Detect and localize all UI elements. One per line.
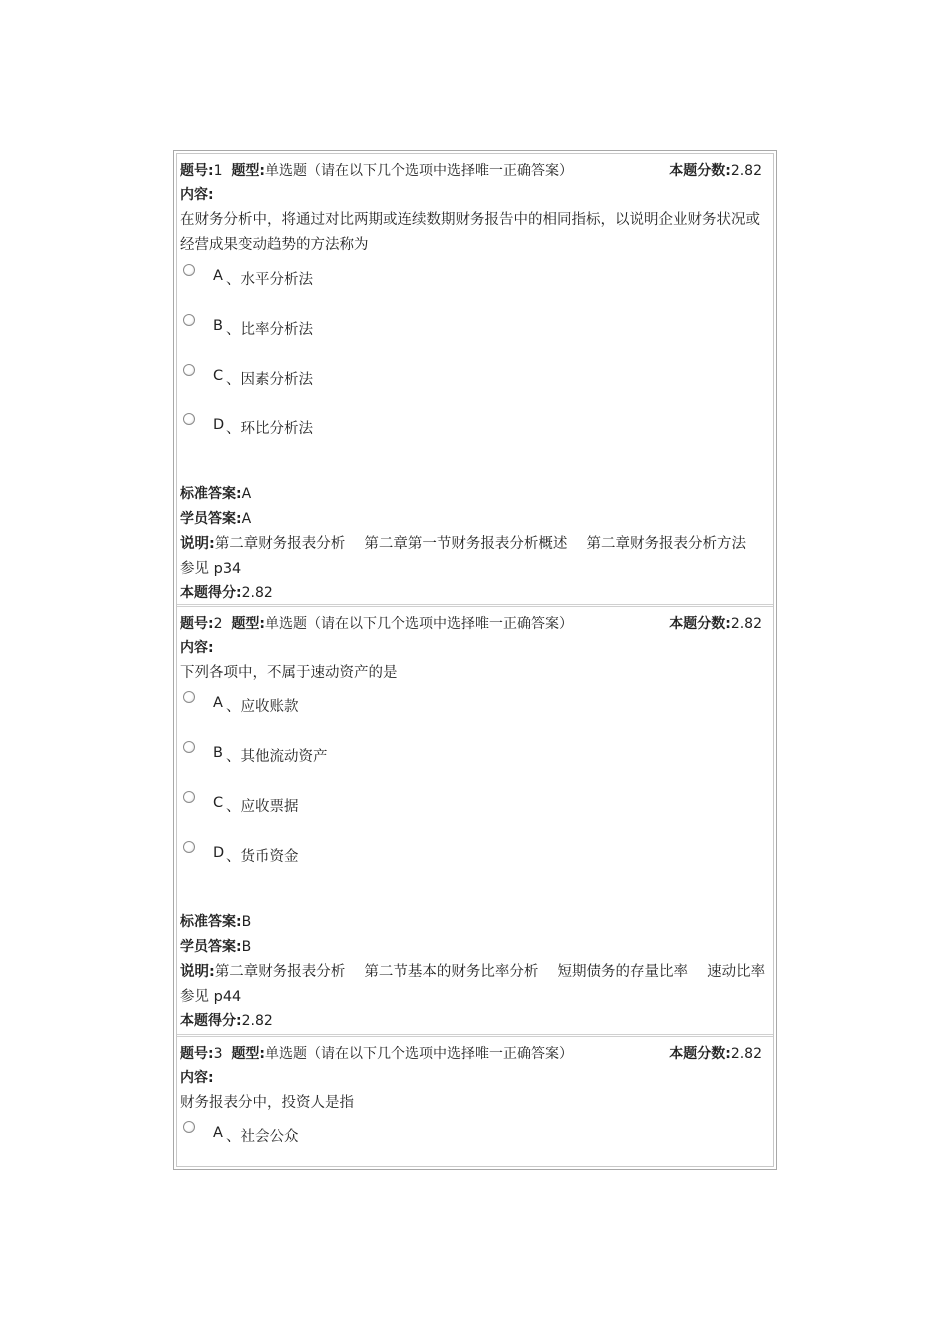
question-no-label: 题号: [180,1046,214,1062]
radio-button-c[interactable] [183,364,195,376]
question-no: 3 [213,1046,223,1062]
option-a[interactable] [180,691,760,721]
question-score [669,160,762,182]
question-type-label: 题型: [231,163,266,179]
option-text: 、应收账款 [226,699,299,715]
radio-button-a[interactable] [183,691,195,703]
content-label: 内容: [180,1070,214,1086]
explanation [180,960,785,1010]
option-text: 、应收票据 [226,799,299,815]
question-content: 下列各项中，不属于速动资产的是 [180,665,398,681]
standard-answer [180,910,251,934]
question-type-label: 题型: [231,1046,266,1062]
explanation-page: p44 [213,989,242,1005]
option-letter: B [213,318,223,334]
question-2 [177,607,785,1037]
radio-button-d[interactable] [183,413,195,425]
explanation-text: 第二章财务报表分析 第二章第一节财务报表分析概述 第二章财务报表分析方法 参见 [180,536,766,577]
radio-button-a[interactable] [183,1121,195,1133]
option-text: 、社会公众 [226,1129,299,1145]
exam-panel-inner [176,153,785,1167]
score-obtained-value: 2.82 [241,1013,273,1029]
explanation-label: 说明: [180,964,215,980]
question-3 [177,1037,773,1168]
question-no: 2 [213,616,223,632]
question-type: 单选题（请在以下几个选项中选择唯一正确答案） [265,1046,574,1062]
student-answer [180,935,251,959]
score-obtained-label: 本题得分: [180,585,242,601]
question-no-label: 题号: [180,616,214,632]
option-a[interactable] [180,1121,760,1151]
student-answer-label: 学员答案: [180,511,242,527]
question-content: 在财务分析中，将通过对比两期或连续数期财务报告中的相同指标，以说明企业财务状况或经营成果变动趋势的方法称为 [180,212,760,253]
option-letter: A [213,1125,223,1141]
option-d[interactable] [180,413,760,443]
question-header [180,613,767,635]
content-label: 内容: [180,640,214,656]
student-answer-value: B [241,939,252,955]
option-a[interactable] [180,264,760,294]
radio-button-b[interactable] [183,314,195,326]
question-score [669,1043,762,1065]
radio-button-b[interactable] [183,741,195,753]
option-letter: D [213,417,225,433]
explanation [180,532,769,582]
option-letter: C [213,795,224,811]
option-text: 、比率分析法 [226,322,313,338]
score-obtained-label: 本题得分: [180,1013,242,1029]
content-label: 内容: [180,187,214,203]
score-label: 本题分数: [669,1046,731,1062]
option-text: 、因素分析法 [226,372,313,388]
score-value: 2.82 [730,616,762,632]
question-type: 单选题（请在以下几个选项中选择唯一正确答案） [265,616,574,632]
question-no: 1 [213,163,223,179]
standard-answer [180,482,251,506]
student-answer [180,507,251,531]
score-obtained [180,581,273,605]
standard-answer-value: B [241,914,252,930]
question-1 [177,154,773,607]
explanation-label: 说明: [180,536,215,552]
standard-answer-label: 标准答案: [180,486,242,502]
score-label: 本题分数: [669,616,731,632]
option-letter: A [213,268,223,284]
exam-panel [173,150,785,1170]
student-answer-label: 学员答案: [180,939,242,955]
question-type-label: 题型: [231,616,266,632]
option-b[interactable] [180,741,760,771]
question-score [669,613,762,635]
question-content: 财务报表分中，投资人是指 [180,1095,354,1111]
question-header [180,1043,767,1065]
option-b[interactable] [180,314,760,344]
option-letter: D [213,845,225,861]
option-letter: A [213,695,223,711]
question-no-label: 题号: [180,163,214,179]
question-header [180,160,767,182]
option-c[interactable] [180,791,760,821]
question-type: 单选题（请在以下几个选项中选择唯一正确答案） [265,163,574,179]
score-value: 2.82 [730,163,762,179]
student-answer-value: A [241,511,252,527]
option-letter: C [213,368,224,384]
score-obtained [180,1009,273,1033]
standard-answer-value: A [241,486,252,502]
explanation-page: p34 [213,561,242,577]
score-value: 2.82 [730,1046,762,1062]
radio-button-c[interactable] [183,791,195,803]
option-text: 、水平分析法 [226,272,313,288]
radio-button-d[interactable] [183,841,195,853]
option-letter: B [213,745,223,761]
option-text: 、货币资金 [226,849,299,865]
standard-answer-label: 标准答案: [180,914,242,930]
option-d[interactable] [180,841,760,871]
score-obtained-value: 2.82 [241,585,273,601]
explanation-text: 第二章财务报表分析 第二节基本的财务比率分析 短期债务的存量比率 速动比率 参见 [180,964,785,1005]
option-text: 、其他流动资产 [226,749,328,765]
radio-button-a[interactable] [183,264,195,276]
option-text: 、环比分析法 [226,421,313,437]
score-label: 本题分数: [669,163,731,179]
option-c[interactable] [180,364,760,394]
